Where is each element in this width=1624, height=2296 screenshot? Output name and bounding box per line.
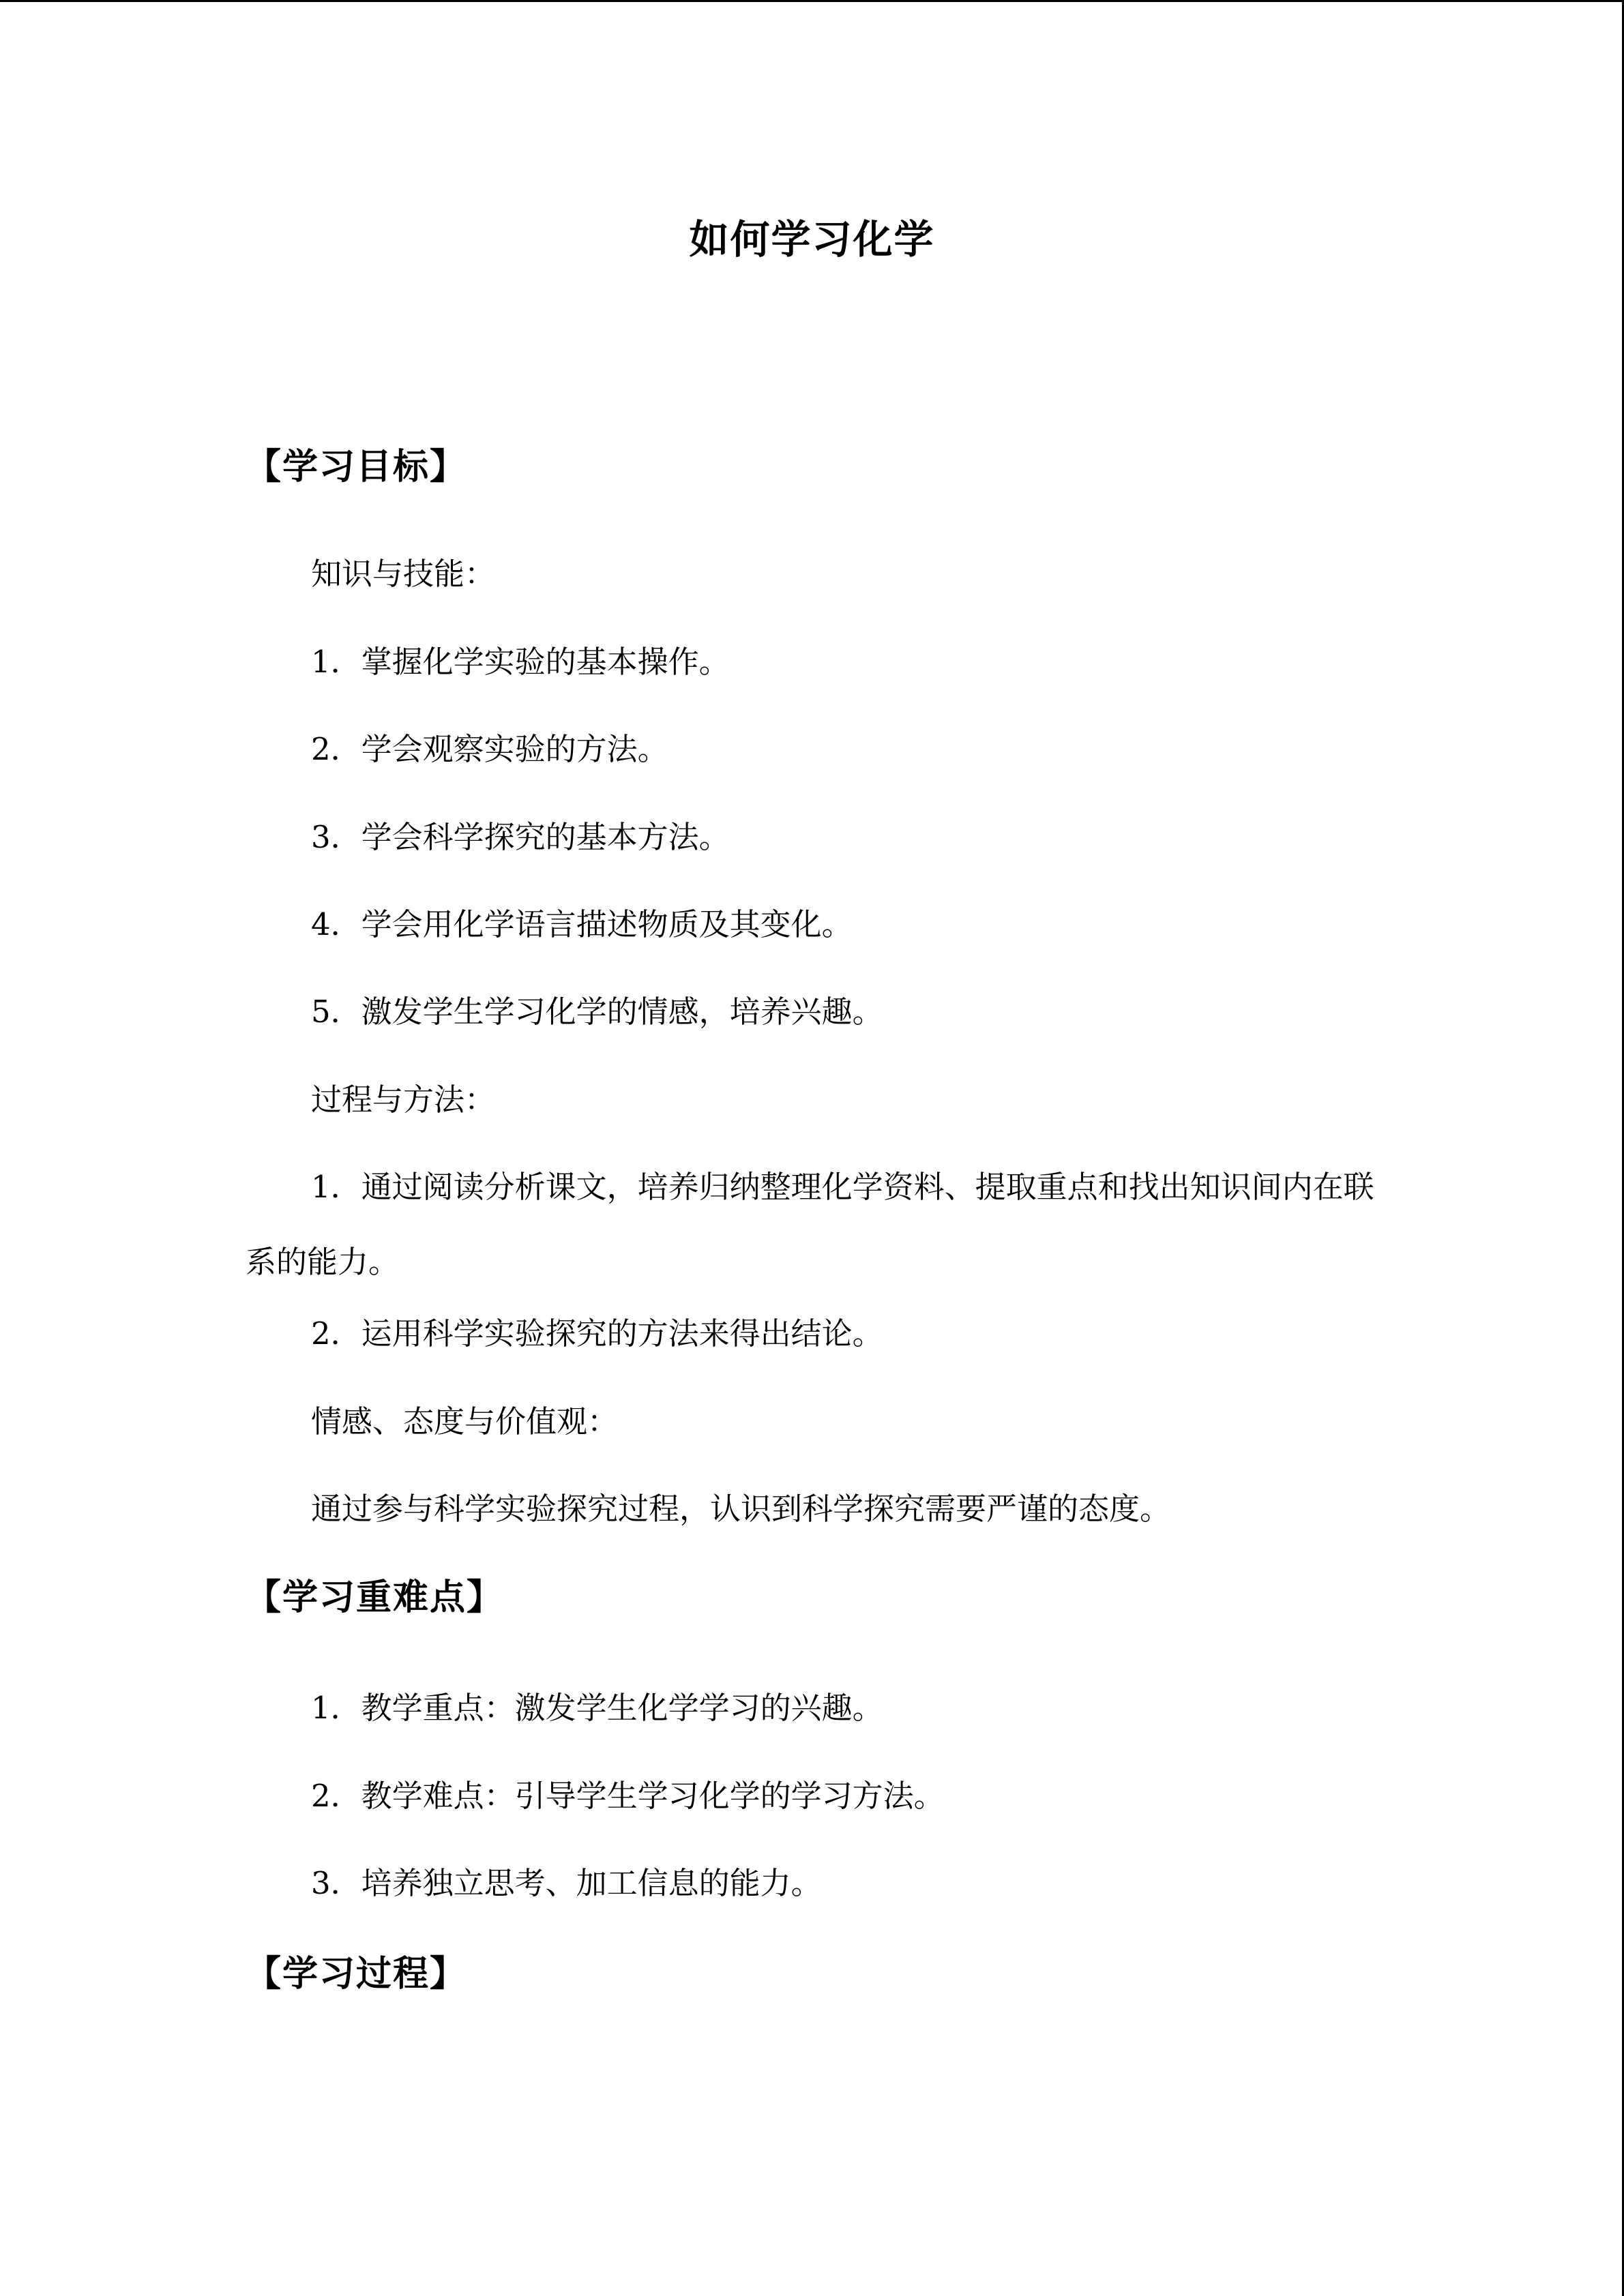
process-item-multiline: 1．通过阅读分析课文，培养归纳整理化学资料、提取重点和找出知识间内在联系的能力。: [246, 1169, 1374, 1280]
section-heading-key-points: 【学习重难点】: [246, 1577, 504, 1618]
knowledge-item: 2．学会观察实验的方法。: [311, 731, 668, 767]
knowledge-label: 知识与技能：: [311, 556, 496, 592]
key-point-item: 3．培养独立思考、加工信息的能力。: [311, 1865, 822, 1901]
section-heading-process: 【学习过程】: [246, 1954, 467, 1995]
document-title: 如何学习化学: [689, 216, 935, 263]
key-point-item: 1．教学重点：激发学生化学学习的兴趣。: [311, 1690, 883, 1726]
emotion-text: 通过参与科学实验探究过程，认识到科学探究需要严谨的态度。: [311, 1491, 1171, 1527]
key-point-item: 2．教学难点：引导学生学习化学的学习方法。: [311, 1778, 945, 1814]
knowledge-item: 5．激发学生学习化学的情感，培养兴趣。: [311, 994, 883, 1030]
section-heading-objectives: 【学习目标】: [246, 447, 467, 488]
process-label: 过程与方法：: [311, 1082, 496, 1118]
knowledge-item: 3．学会科学探究的基本方法。: [311, 819, 730, 855]
knowledge-item: 1．掌握化学实验的基本操作。: [311, 644, 730, 680]
emotion-label: 情感、态度与价值观：: [311, 1403, 619, 1440]
knowledge-item: 4．学会用化学语言描述物质及其变化。: [311, 906, 853, 942]
process-item: 2．运用科学实验探究的方法来得出结论。: [311, 1315, 883, 1352]
